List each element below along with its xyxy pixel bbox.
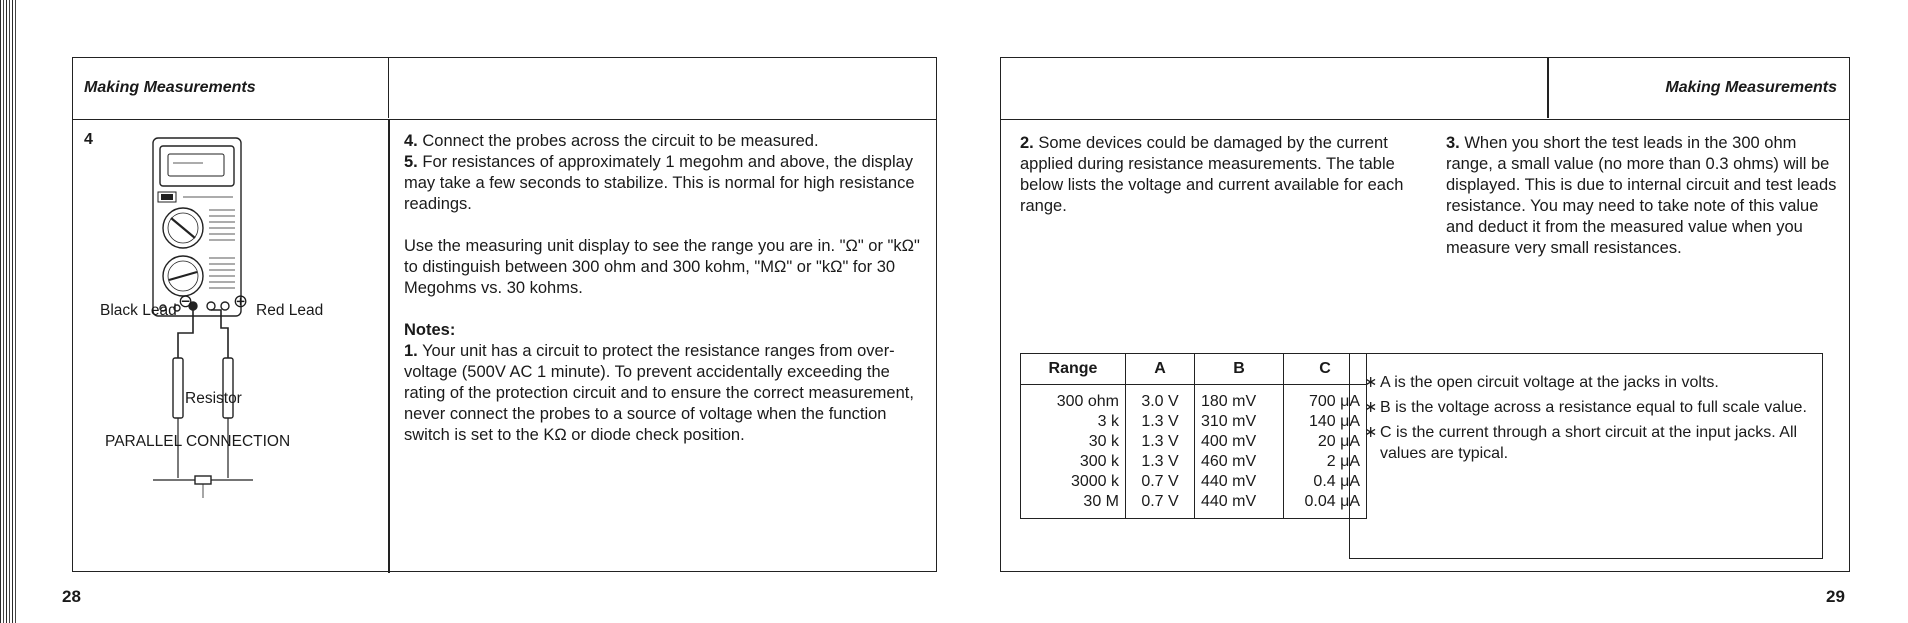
cell-c: 0.04 μA <box>1304 493 1360 510</box>
cell-b: 440 mV <box>1201 493 1257 510</box>
resistance-range-table <box>1020 353 1367 519</box>
cell-a: 0.7 V <box>1141 493 1179 510</box>
legend-text: C is the current through a short circuit at the input jacks. All values are typical. <box>1380 424 1798 462</box>
cell-c: 140 μA <box>1308 413 1360 430</box>
left-text-column <box>404 131 924 446</box>
table-legend-list <box>1364 372 1808 464</box>
red-lead-label: Red Lead <box>256 302 324 319</box>
bullet-icon: ∗ <box>1364 374 1378 391</box>
cell-c: 2 μA <box>1326 453 1360 470</box>
right-page-number: 29 <box>1826 587 1845 606</box>
legend-item <box>1364 397 1808 418</box>
step-5 <box>404 152 924 215</box>
cell-a: 0.7 V <box>1141 473 1179 490</box>
left-page-number: 28 <box>62 587 81 606</box>
header-a: A <box>1126 354 1195 385</box>
range-paragraph: Use the measuring unit display to see the range you are in. "Ω" or "kΩ" to distinguish between 300 ohm and 300 kohm, "MΩ" or "kΩ" for 30 Megohms vs. 30 kohms. <box>404 237 920 297</box>
cell-c: 20 μA <box>1317 433 1360 450</box>
range-column <box>1021 385 1126 519</box>
cell-range: 300 ohm <box>1056 393 1119 410</box>
header-b: B <box>1195 354 1284 385</box>
cell-range: 3000 k <box>1070 473 1119 490</box>
cell-b: 460 mV <box>1201 453 1257 470</box>
step-5-text: For resistances of approximately 1 megohm and above, the display may take a few seconds to stabilize. This is normal for high resistance readings. <box>404 153 915 213</box>
note-2-text: Some devices could be damaged by the current applied during resistance measurements. The table below lists the voltage and current available for each range. <box>1020 134 1404 215</box>
step-4-number: 4. <box>404 132 418 150</box>
left-page-header <box>73 58 936 120</box>
table-legend-box <box>1349 353 1823 559</box>
resistor-label: Resistor <box>185 390 242 407</box>
bullet-icon: ∗ <box>1364 399 1378 416</box>
step-5-number: 5. <box>404 153 418 171</box>
cell-b: 310 mV <box>1201 413 1257 430</box>
left-page-frame <box>72 57 937 572</box>
step-4 <box>404 131 924 152</box>
cell-b: 400 mV <box>1201 433 1257 450</box>
cell-a: 3.0 V <box>1141 393 1179 410</box>
note-1-number: 1. <box>404 342 418 360</box>
header-range: Range <box>1021 354 1126 385</box>
right-header-divider <box>1547 58 1549 118</box>
table-row <box>1021 385 1367 519</box>
note-1 <box>404 341 924 446</box>
cell-b: 440 mV <box>1201 473 1257 490</box>
legend-item <box>1364 372 1808 393</box>
book-spine-edge <box>0 0 16 623</box>
cell-range: 30 k <box>1088 433 1119 450</box>
note-1-text: Your unit has a circuit to protect the resistance ranges from over-voltage (500V AC 1 minute). To prevent accidentally exceeding the rating of the protection circuit and to ensure the correct measurement, never connect the probes to a source of voltage when the function switch is set to the KΩ or diode check position. <box>404 342 914 444</box>
note-3 <box>1446 133 1841 259</box>
left-header-title: Making Measurements <box>84 79 256 96</box>
legend-item <box>1364 422 1808 464</box>
right-page-header <box>1001 58 1849 120</box>
cell-range: 30 M <box>1083 493 1119 510</box>
note-2-number: 2. <box>1020 134 1034 152</box>
legend-text: A is the open circuit voltage at the jacks in volts. <box>1380 374 1719 391</box>
note-3-number: 3. <box>1446 134 1460 152</box>
step-4-text: Connect the probes across the circuit to be measured. <box>422 132 819 150</box>
header-c: C <box>1284 354 1367 385</box>
b-column <box>1195 385 1284 519</box>
note-2 <box>1020 133 1410 217</box>
cell-range: 300 k <box>1079 453 1119 470</box>
cell-c: 700 μA <box>1308 393 1360 410</box>
cell-b: 180 mV <box>1201 393 1257 410</box>
cell-c: 0.4 μA <box>1313 473 1360 490</box>
figure-caption: PARALLEL CONNECTION <box>105 433 291 450</box>
cell-a: 1.3 V <box>1141 433 1179 450</box>
minus-terminal-icon: ⊖ <box>178 291 194 311</box>
cell-range: 3 k <box>1097 413 1119 430</box>
notes-heading: Notes: <box>404 321 456 339</box>
cell-a: 1.3 V <box>1141 413 1179 430</box>
plus-terminal-icon: ⊕ <box>233 291 249 311</box>
bullet-icon: ∗ <box>1364 424 1378 441</box>
black-lead-label: Black Lead <box>100 302 177 319</box>
left-column-divider <box>388 120 390 573</box>
figure-number: 4 <box>84 131 93 148</box>
table-header-row <box>1021 354 1367 385</box>
legend-text: B is the voltage across a resistance equal to full scale value. <box>1380 399 1807 416</box>
multimeter-illustration <box>133 128 343 518</box>
left-header-cell <box>73 58 389 118</box>
right-page-frame <box>1000 57 1850 572</box>
note-3-text: When you short the test leads in the 300 ohm range, a small value (no more than 0.3 ohms) will be displayed. This is due to internal circuit and test leads resistance. You may need to take note of this value and deduct it from the measured value when you measure very small resistances. <box>1446 134 1837 257</box>
right-header-title: Making Measurements <box>1665 79 1837 96</box>
cell-a: 1.3 V <box>1141 453 1179 470</box>
a-column <box>1126 385 1195 519</box>
